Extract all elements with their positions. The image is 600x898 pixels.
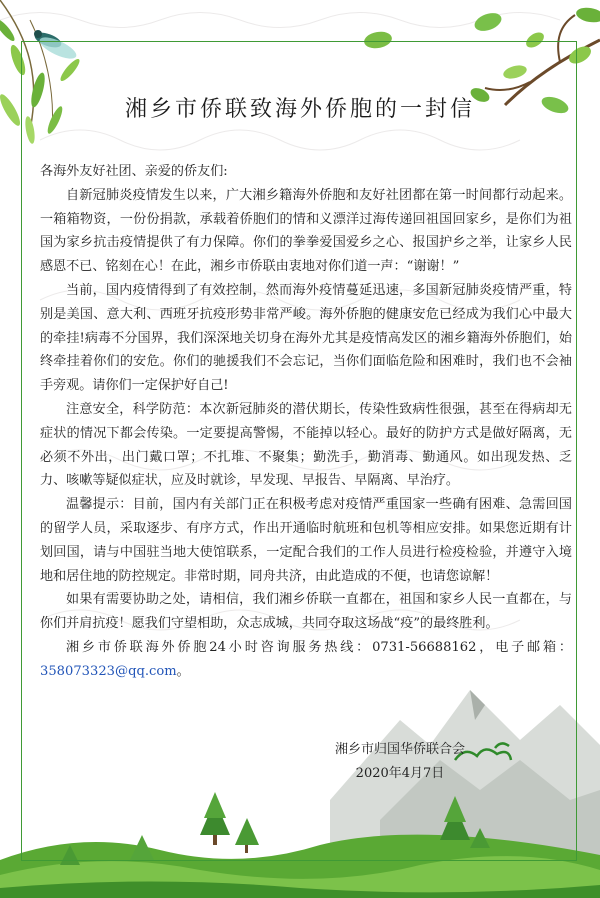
paragraph-support: 如果有需要协助之处，请相信，我们湘乡侨联一直都在，祖国和家乡人民一直都在，与你们并肩抗疫！愿我们守望相助，众志成城，共同夺取这场战“疫”的最终胜利。 <box>40 592 572 632</box>
hotline-text: 湘乡市侨联海外侨胞24小时咨询服务热线：0731-56688162，电子邮箱： <box>66 639 572 655</box>
letter-title: 湘乡市侨联致海外侨胞的一封信 <box>124 97 475 122</box>
paragraph-reminder: 温馨提示：目前，国内有关部门正在积极考虑对疫情严重国家一些确有困难、急需回国的留学人员，采取逐步、有序方式，作出开通临时航班和包机等相应安排。如果您近期有计划回国，请与中国驻当地大使馆联系，一定配合我们的工作人员进行检疫检验，并遵守入境地和居住地的防控规定。非常时期，同舟共济，由此造成的不便，也请您谅解！ <box>40 497 572 584</box>
paragraph-concern: 当前，国内疫情得到了有效控制，然而海外疫情蔓延迅速，多国新冠肺炎疫情严重，特别是美国、意大利、西班牙抗疫形势非常严峻。海外侨胞的健康安危已经成为我们心中最大的牵挂!病毒不分国界，我们深深地关切身在海外尤其是疫情高发区的湘乡籍海外侨胞们，始终牵挂着你们的安危。你们的驰援我们不会忘记，当你们面临危险和困难时，我们也不会袖手旁观。请你们一定保护好自己! <box>40 282 572 394</box>
hotline-line <box>40 636 572 684</box>
signature-date: 2020年4月7日 <box>355 766 445 781</box>
paragraph-thanks: 自新冠肺炎疫情发生以来，广大湘乡籍海外侨胞和友好社团都在第一时间都行动起来。一箱箱物资，一份份捐款，承载着侨胞们的情和义漂洋过海传递回祖国回家乡，是你们为祖国为家乡抗击疫情提供了有力保障。你们的拳拳爱国爱乡之心、报国护乡之举，让家乡人民感恩不已、铭刻在心！在此，湘乡市侨联由衷地对你们道一声：“谢谢！” <box>40 187 572 275</box>
signature-org: 湘乡市归国华侨联合会 <box>334 742 465 757</box>
letter-body <box>40 160 572 684</box>
paragraph-safety: 注意安全，科学防范：本次新冠肺炎的潜伏期长，传染性致病性很强，甚至在得病却无症状的情况下都会传染。一定要提高警惕，不能掉以轻心。最好的防护方式是做好隔离，无必须不外出，出门戴口罩；不扎堆、不聚集；勤洗手，勤消毒、勤通风。如出现发热、乏力、咳嗽等疑似症状，应及时就诊，早发现、早报告、早隔离、早治疗。 <box>40 401 572 489</box>
email-link[interactable]: 358073323@qq.com <box>40 663 177 679</box>
salutation: 各海外友好社团、亲爱的侨友们: <box>40 164 228 179</box>
signature-block <box>330 738 470 786</box>
hotline-end: 。 <box>176 663 190 679</box>
